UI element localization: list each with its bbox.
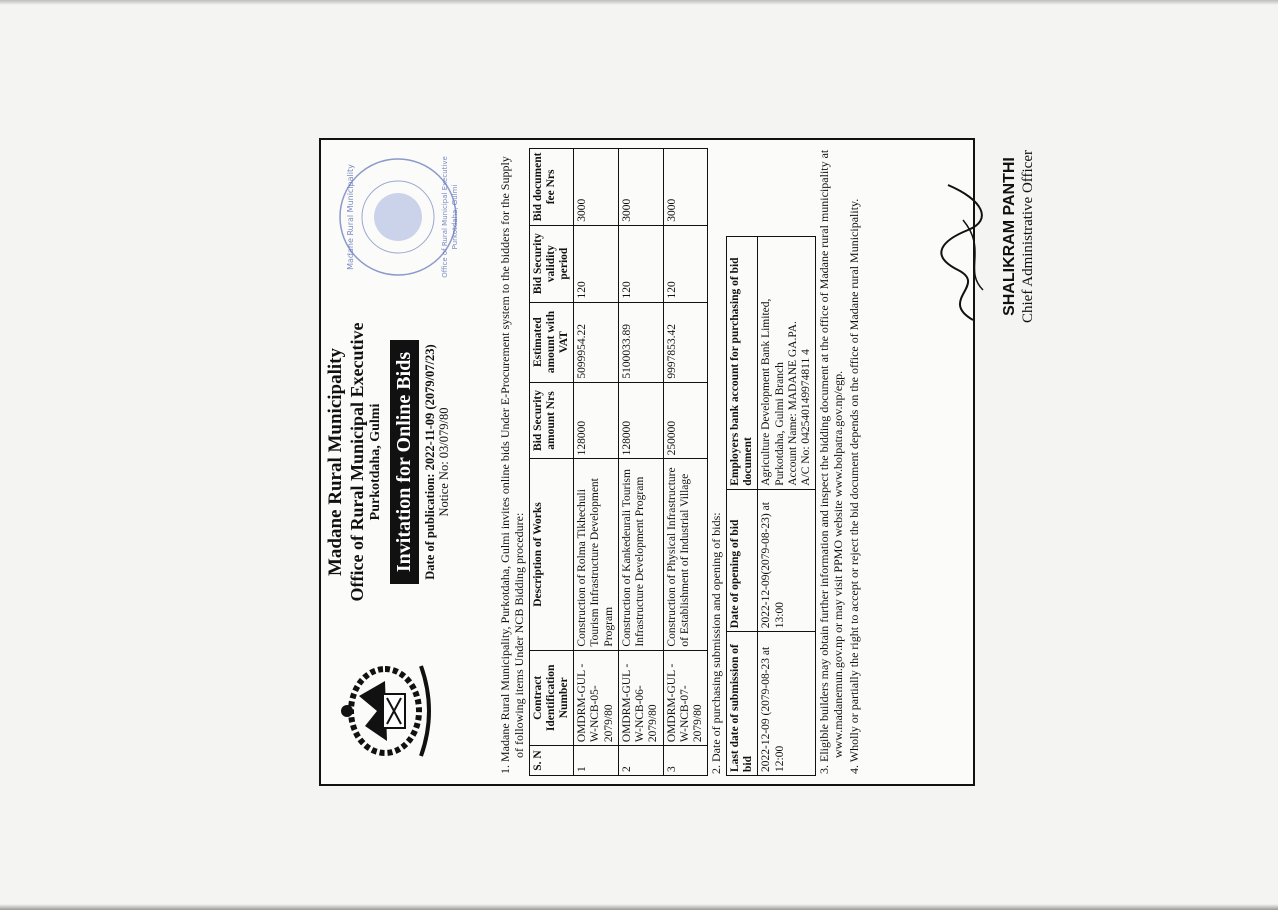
works-table [529,148,709,776]
cell-sn: 1 [574,746,619,776]
cell-submission-date: 2022-12-09 (2079-08-23 at 12:00 [758,632,816,776]
dates-table-header [727,236,758,775]
intro-paragraph: 1. Madane Rural Municipality, Purkotdaha, Gulmi invites online bids Under E-Procurement system to the bidders for the Supply of following items Under NCB Bidding procedure: [498,156,526,774]
cell-doc-fee: 3000 [663,149,708,226]
office-seal-stamp [323,152,473,282]
scan-edge-bottom [0,904,1278,910]
point-3: 3. Eligible builders may obtain further information and inspect the bidding document at the office of Madane rural municipality at www.madanemun.gov.np or may visit PPMO website www.bolpatra.gov.np/egp. [817,149,846,774]
cell-estimated-amount: 5099954.22 [574,302,619,382]
scan-edge-top [0,0,1278,5]
cell-validity: 120 [574,225,619,302]
table-row [758,236,816,775]
cell-doc-fee: 3000 [574,149,619,226]
bank-line: A/C No: 042540149974811 4 [800,349,813,486]
cell-estimated-amount: 5100033.89 [618,302,663,382]
notice-number: Notice No: 03/079/80 [437,407,451,517]
signatory-title: Chief Administrative Officer [1019,150,1036,324]
notice-header [325,148,497,776]
cell-bid-security: 128000 [574,382,619,459]
publication-date: Date of publication: 2022-11-09 (2079/07/23) [422,344,437,580]
handwritten-signature-icon [933,180,993,330]
dates-table [726,236,816,776]
org-name: Madane Rural Municipality [325,348,346,577]
cell-contract-id: OMDRM-GUL -W-NCB-06-2079/80 [618,650,663,746]
notice-title: Invitation for Online Bids [390,340,419,584]
table-row [574,149,619,776]
cell-contract-id: OMDRM-GUL -W-NCB-05-2079/80 [574,650,619,746]
cell-validity: 120 [618,225,663,302]
seal-line-2: Office of Rural Municipal Executive [441,156,449,278]
bank-line: Account Name: MADANE GA.PA. [786,321,799,486]
cell-bid-security: 128000 [618,382,663,459]
office-address: Purkotdaha, Gulmi [367,403,383,521]
cell-opening-date: 2022-12-09(2079-08-23) at 13:00 [758,489,816,631]
col-submission: Last date of submission of bid [727,632,758,776]
col-estimated-amount: Estimated amount with VAT [529,302,574,382]
table-row [663,149,708,776]
col-validity: Bid Security validity period [529,225,574,302]
cell-description: Construction of Kankedeurali Tourism Infrastructure Development Program [618,459,663,650]
bank-line: Agriculture Development Bank Limited, [760,298,773,486]
cell-estimated-amount: 9997853.42 [663,302,708,382]
cell-description: Construction of Physical Infrastructure of Establishment of Industrial Village [663,459,708,650]
col-sn: S. N [529,746,574,776]
col-doc-fee: Bid document fee Nrs [529,149,574,226]
cell-doc-fee: 3000 [618,149,663,226]
col-bank-account: Employers bank account for purchasing of bid document [727,236,758,489]
cell-sn: 3 [663,746,708,776]
col-opening: Date of opening of bid [727,489,758,631]
signature-block [1001,150,1037,323]
section-2-heading: 2. Date of purchasing submission and opening of bids: [709,512,724,774]
cell-bank-details [758,236,816,489]
works-table-header [529,149,574,776]
seal-line-1: Madane Rural Municipality [346,164,355,270]
col-contract-id: Contract Identification Number [529,650,574,746]
nepal-emblem-icon [325,636,443,786]
signatory-name: SHALIKRAM PANTHI [1001,157,1019,316]
cell-bid-security: 250000 [663,382,708,459]
point-4: 4. Wholly or partially the right to accept or reject the bid document depends on the office of Madane rural Municipality. [846,198,861,774]
bank-line: Purkotdaha, Gulmi Branch [773,362,786,486]
cell-sn: 2 [618,746,663,776]
table-row [618,149,663,776]
col-bid-security: Bid Security amount Nrs [529,382,574,459]
col-description: Description of Works [529,459,574,650]
bid-notice [319,138,1036,786]
cell-validity: 120 [663,225,708,302]
office-name: Office of Rural Municipal Executive [346,322,367,602]
seal-line-3: Purkotdaha, Gulmi [451,184,459,250]
cell-description: Construction of Rolma Tikhechuli Tourism Infrastructure Development Program [574,459,619,650]
cell-contract-id: OMDRM-GUL -W-NCB-07-2079/80 [663,650,708,746]
